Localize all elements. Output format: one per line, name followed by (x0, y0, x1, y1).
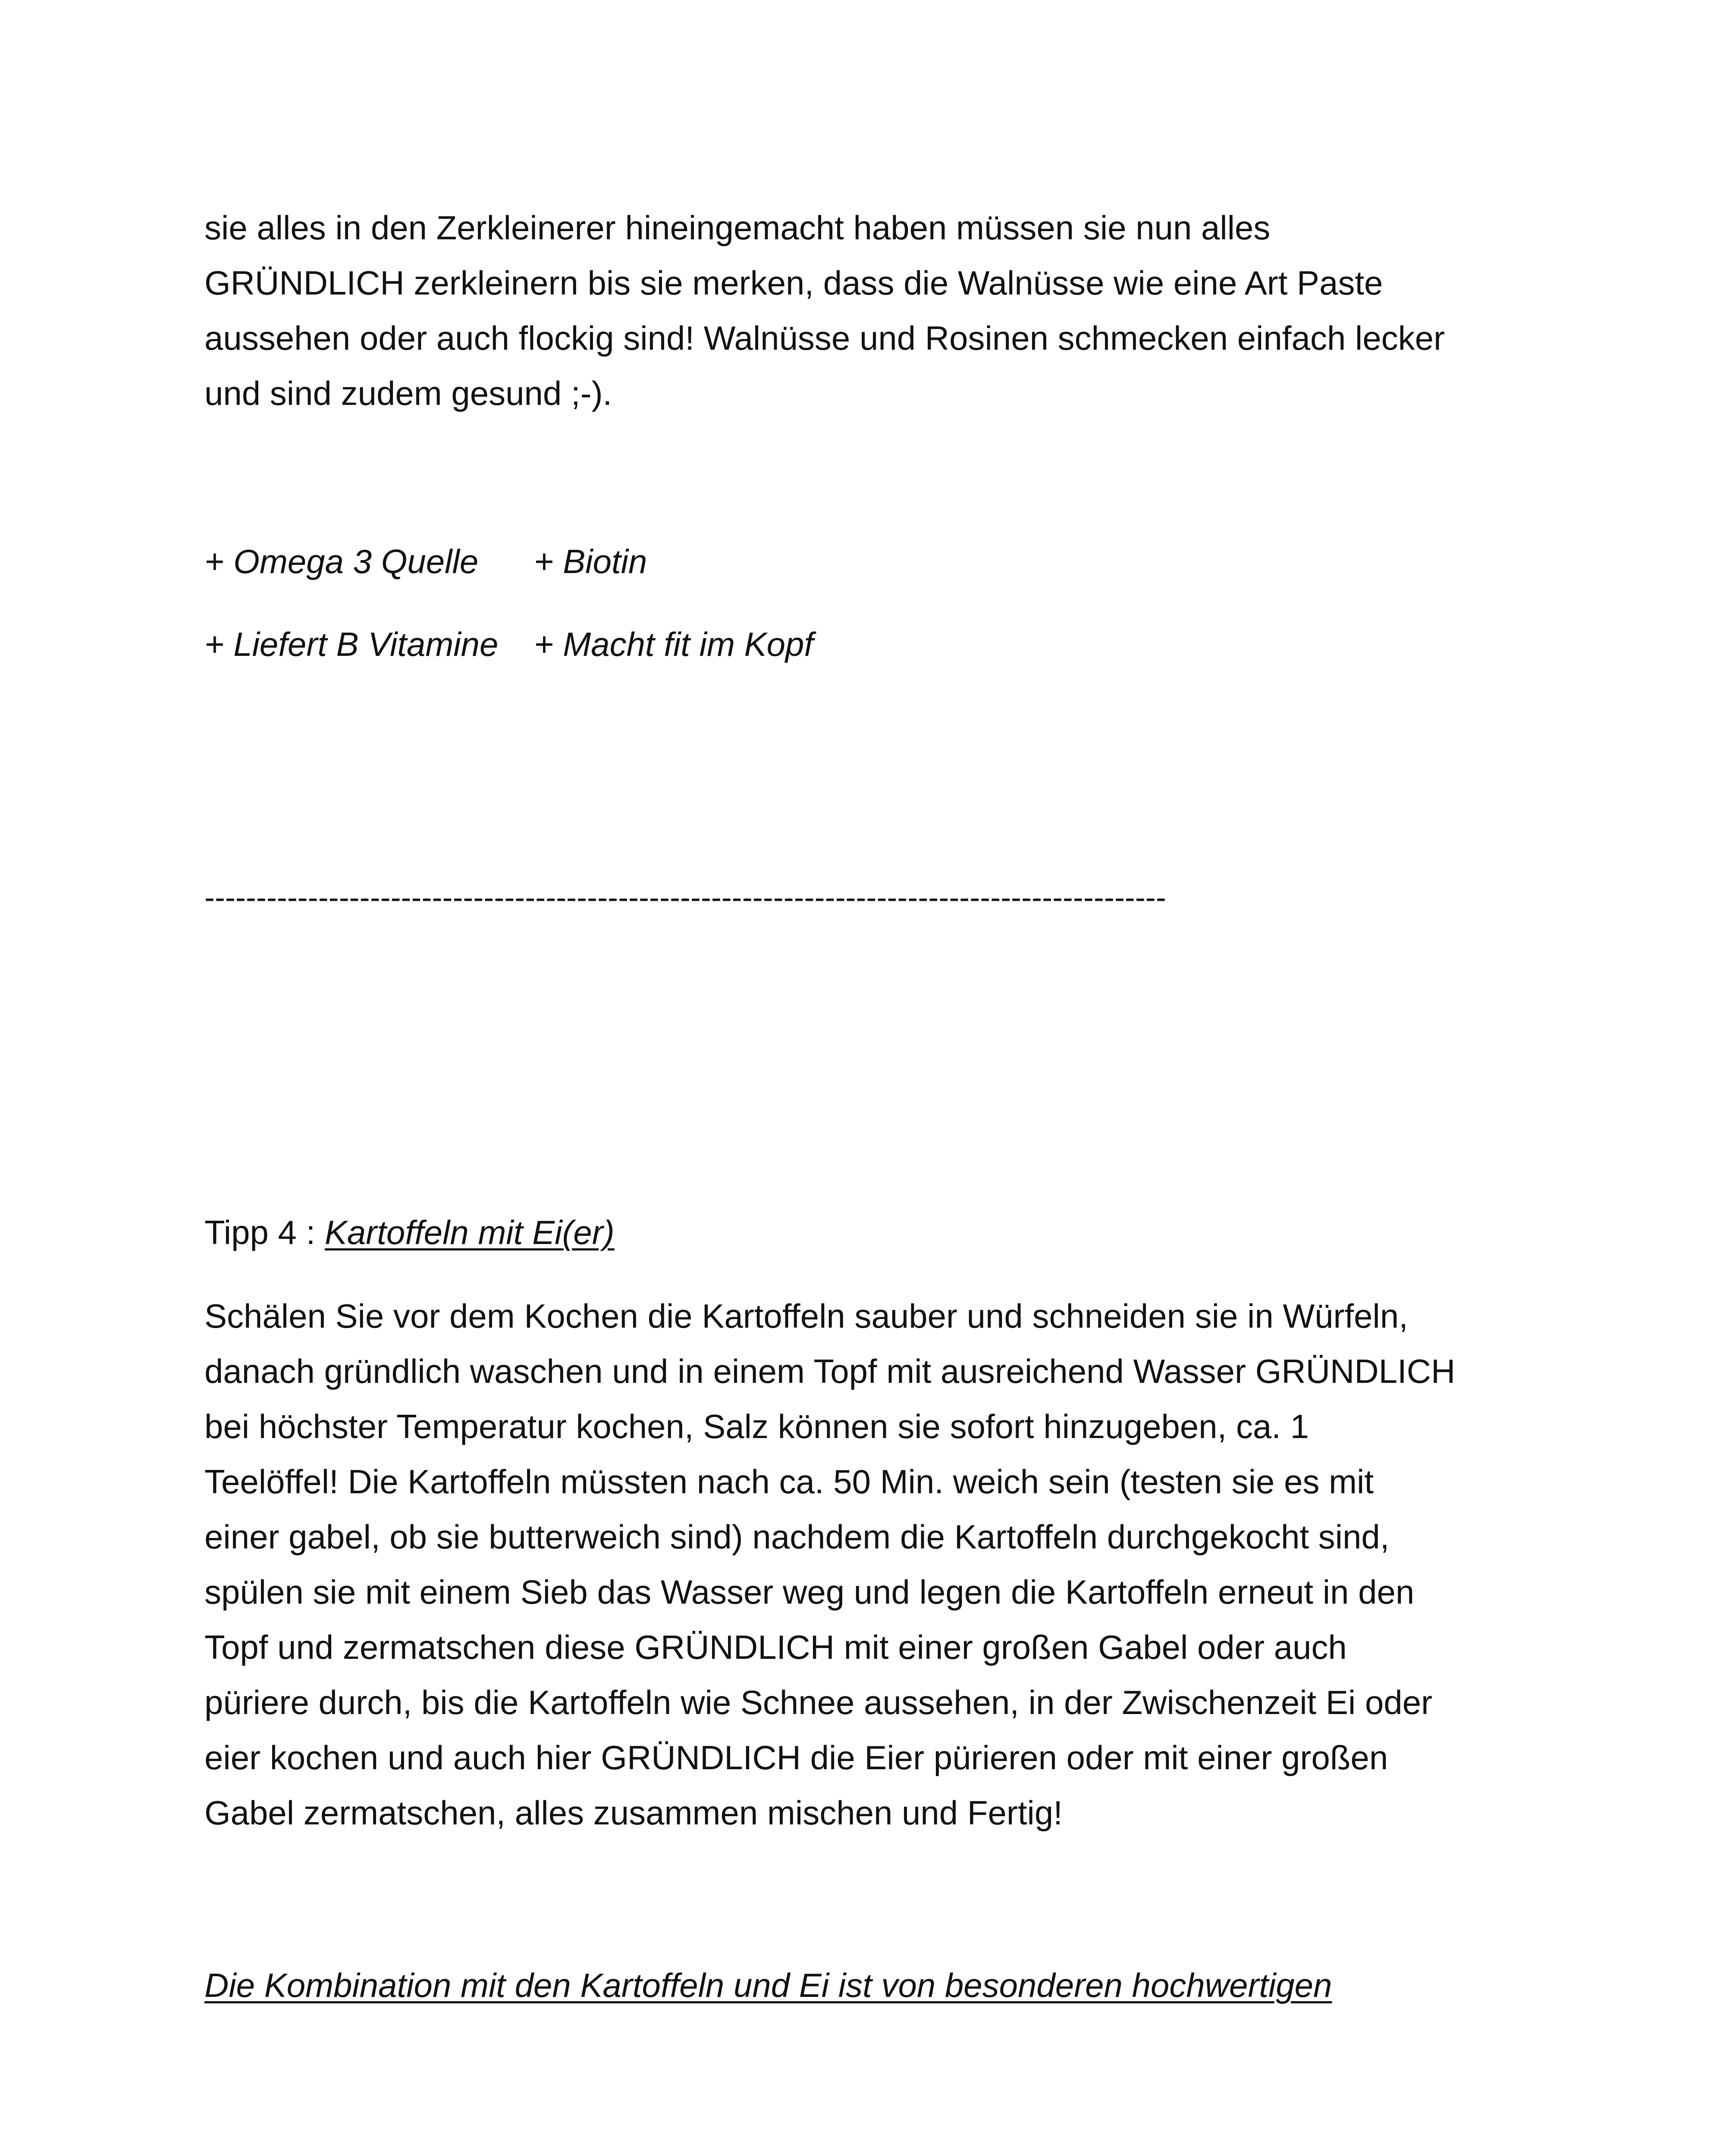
paragraph-line: GRÜNDLICH zerkleinern bis sie merken, dass die Walnüsse wie eine Art Paste (204, 264, 1383, 302)
paragraph-line: püriere durch, bis die Kartoffeln wie Schnee aussehen, in der Zwischenzeit Ei oder (204, 1683, 1433, 1721)
paragraph-line: spülen sie mit einem Sieb das Wasser weg und legen die Kartoffeln erneut in den (204, 1573, 1415, 1611)
paragraph-line: einer gabel, ob sie butterweich sind) nachdem die Kartoffeln durchgekocht sind, (204, 1518, 1390, 1556)
paragraph-line: und sind zudem gesund ;-). (204, 374, 612, 412)
paragraph-line: sie alles in den Zerkleinerer hineingemacht haben müssen sie nun alles (204, 209, 1271, 247)
tip-heading (204, 1212, 615, 1253)
benefit-item: + Biotin (534, 542, 647, 580)
separator-line: --------------------------------------------------------------------------------------------- (204, 881, 1166, 915)
paragraph-line: danach gründlich waschen und in einem Topf mit ausreichend Wasser GRÜNDLICH (204, 1352, 1456, 1390)
paragraph-line: Topf und zermatschen diese GRÜNDLICH mit einer großen Gabel oder auch (204, 1628, 1347, 1666)
benefit-item: + Macht fit im Kopf (534, 625, 814, 663)
tip-prefix: Tipp 4 : (204, 1213, 325, 1251)
paragraph-line: Schälen Sie vor dem Kochen die Kartoffeln sauber und schneiden sie in Würfeln, (204, 1297, 1408, 1335)
paragraph-line: aussehen oder auch flockig sind! Walnüsse und Rosinen schmecken einfach lecker (204, 319, 1445, 357)
paragraph-line: Teelöffel! Die Kartoffeln müssten nach ca. 50 Min. weich sein (testen sie es mit (204, 1463, 1374, 1501)
closing-statement: Die Kombination mit den Kartoffeln und Ei ist von besonderen hochwertigen (204, 1966, 1332, 2004)
benefit-item: + Omega 3 Quelle (204, 542, 479, 580)
tip-title: Kartoffeln mit Ei(er) (324, 1213, 615, 1251)
paragraph-line: Gabel zermatschen, alles zusammen mischen und Fertig! (204, 1794, 1063, 1832)
paragraph-line: bei höchster Temperatur kochen, Salz können sie sofort hinzugeben, ca. 1 (204, 1407, 1309, 1445)
paragraph-line: eier kochen und auch hier GRÜNDLICH die Eier pürieren oder mit einer großen (204, 1739, 1388, 1777)
benefit-item: + Liefert B Vitamine (204, 625, 499, 663)
